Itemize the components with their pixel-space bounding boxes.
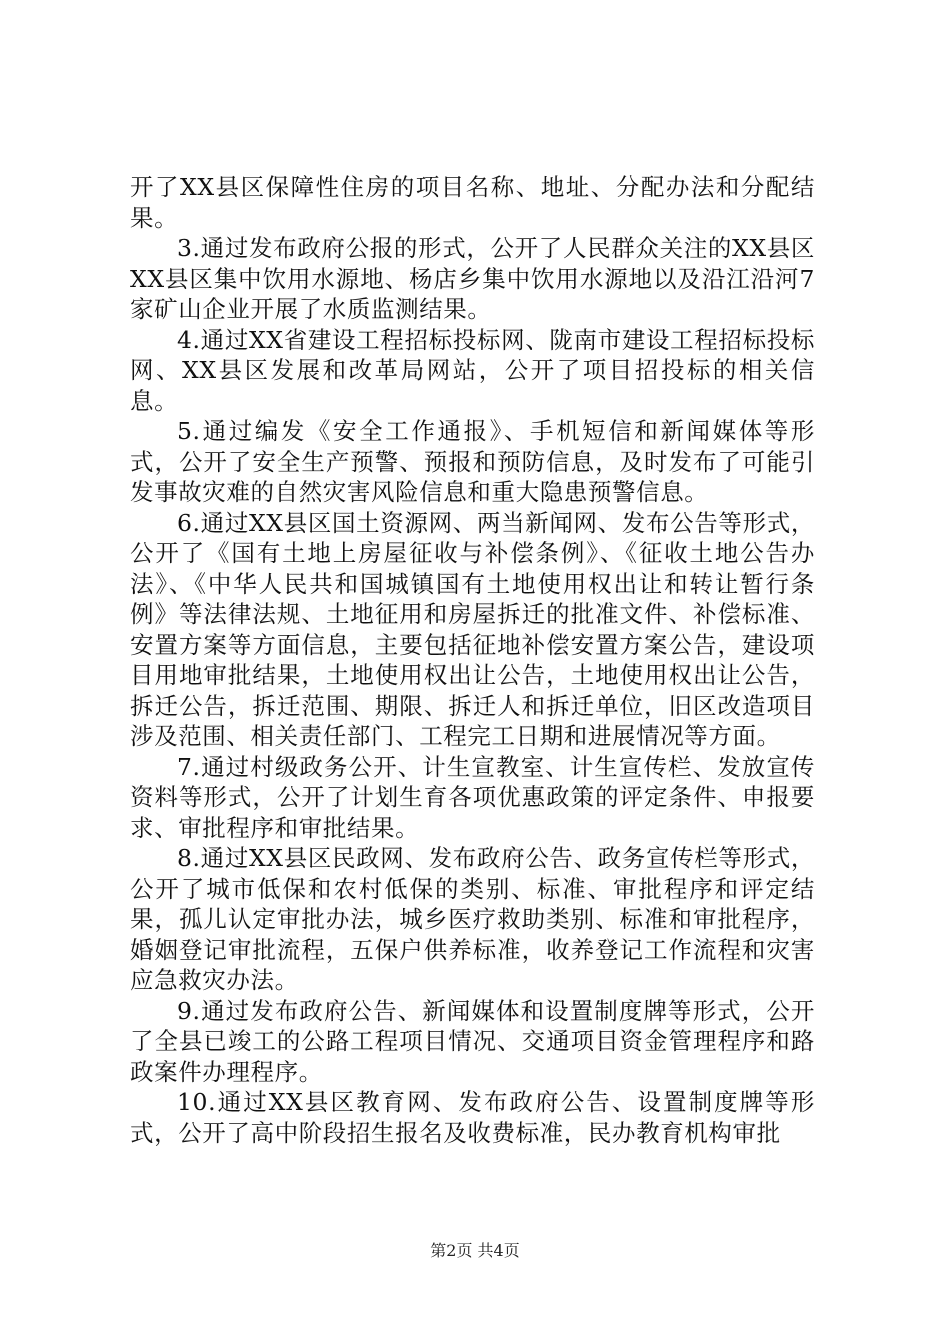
document-body [130, 172, 815, 1148]
paragraph-item-6: 6.通过XX县区国土资源网、两当新闻网、发布公告等形式，公开了《国有土地上房屋征收与补偿条例》、《征收土地公告办法》、《中华人民共和国城镇国有土地使用权出让和转让暂行条例》等法律法规、土地征用和房屋拆迁的批准文件、补偿标准、安置方案等方面信息，主要包括征地补偿安置方案公告，建设项目用地审批结果，土地使用权出让公告，土地使用权出让公告，拆迁公告，拆迁范围、期限、拆迁人和拆迁单位，旧区改造项目涉及范围、相关责任部门、工程完工日期和进展情况等方面。 [130, 508, 815, 750]
paragraph-item-9: 9.通过发布政府公告、新闻媒体和设置制度牌等形式，公开了全县已竣工的公路工程项目情况、交通项目资金管理程序和路政案件办理程序。 [130, 996, 815, 1086]
paragraph-item-5: 5.通过编发《安全工作通报》、手机短信和新闻媒体等形式，公开了安全生产预警、预报和预防信息，及时发布了可能引发事故灾难的自然灾害风险信息和重大隐患预警信息。 [130, 417, 815, 506]
paragraph-item-10: 10.通过XX县区教育网、发布政府公告、设置制度牌等形式，公开了高中阶段招生报名及收费标准，民办教育机构审批 [130, 1088, 815, 1147]
paragraph-continuation: 开了XX县区保障性住房的项目名称、地址、分配办法和分配结果。 [130, 173, 815, 232]
page-footer: 第2页 共4页 [430, 1241, 520, 1260]
paragraph-item-3: 3.通过发布政府公报的形式，公开了人民群众关注的XX县区XX县区集中饮用水源地、杨店乡集中饮用水源地以及沿江沿河7家矿山企业开展了水质监测结果。 [130, 234, 815, 323]
paragraph-item-4: 4.通过XX省建设工程招标投标网、陇南市建设工程招标投标网、XX县区发展和改革局网站，公开了项目招投标的相关信息。 [130, 325, 815, 415]
paragraph-item-7: 7.通过村级政务公开、计生宣教室、计生宣传栏、发放宣传资料等形式，公开了计划生育各项优惠政策的评定条件、申报要求、审批程序和审批结果。 [130, 752, 815, 842]
paragraph-item-8: 8.通过XX县区民政网、发布政府公告、政务宣传栏等形式，公开了城市低保和农村低保的类别、标准、审批程序和评定结果，孤儿认定审批办法，城乡医疗救助类别、标准和审批程序，婚姻登记审批流程，五保户供养标准，收养登记工作流程和灾害应急救灾办法。 [130, 844, 815, 994]
